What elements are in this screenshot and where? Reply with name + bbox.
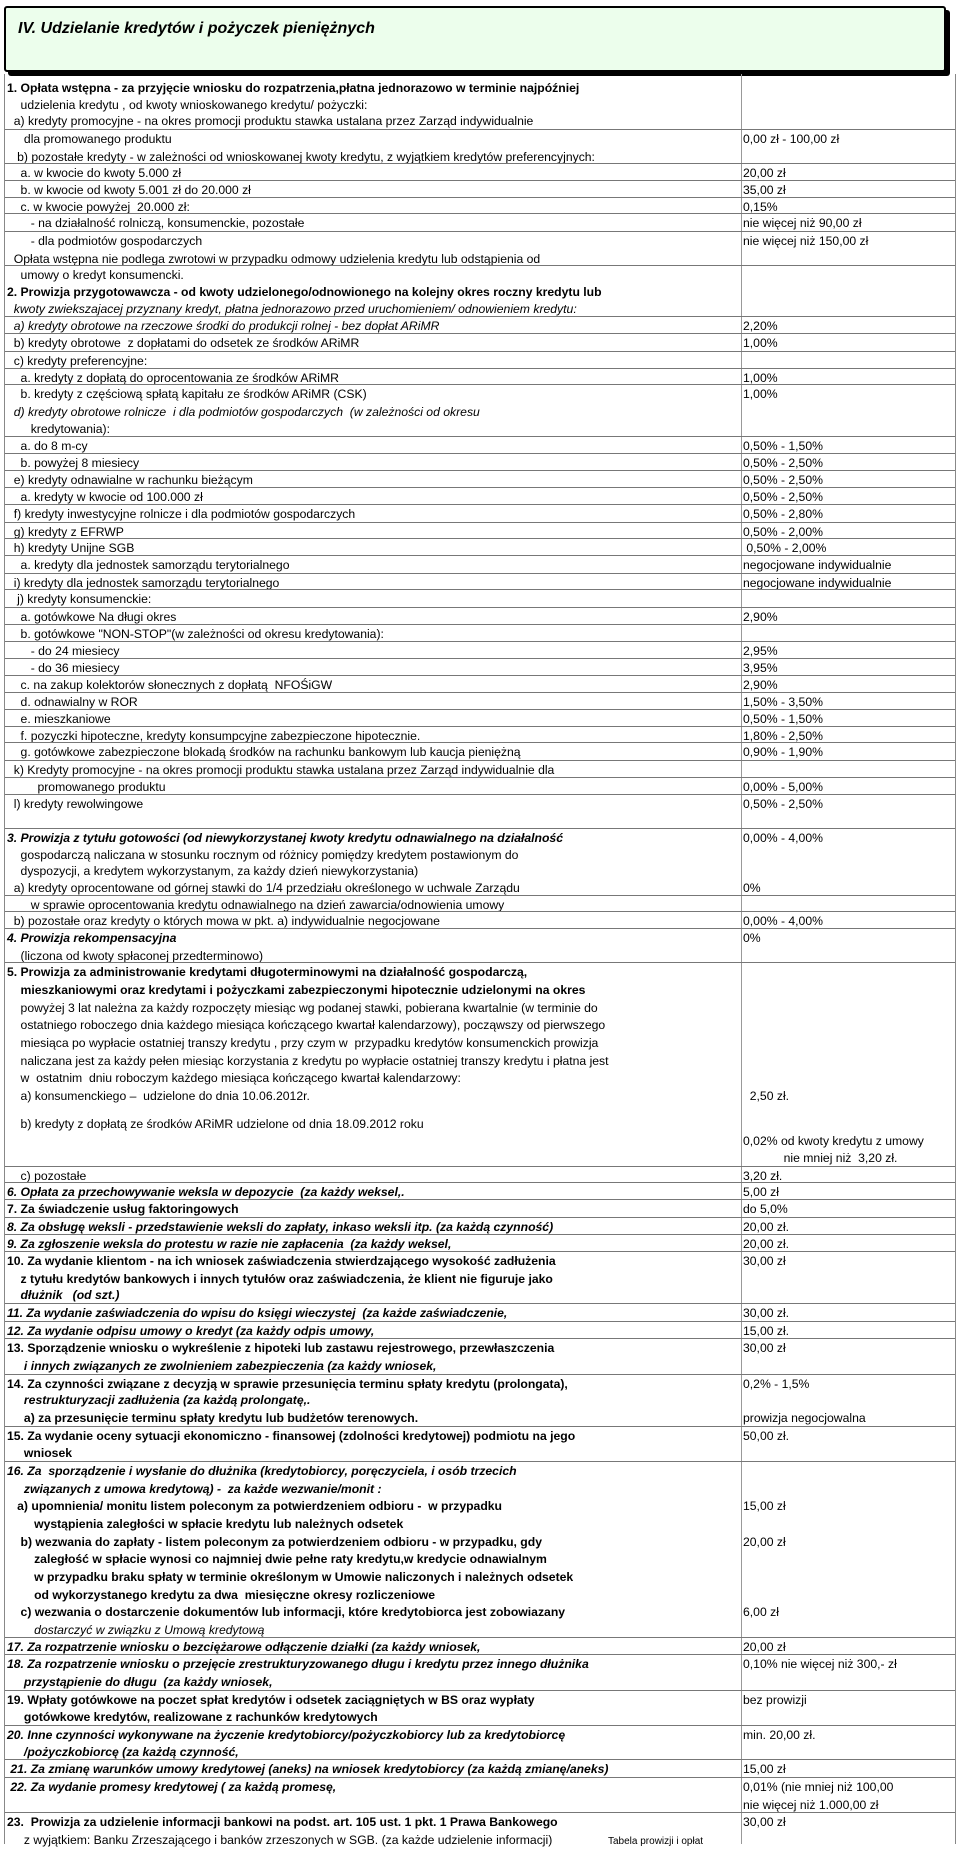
fee-value: 0,00% - 5,00% [743, 779, 823, 794]
fee-value: 0,50% - 2,50% [743, 490, 823, 505]
fee-value: 2,95% [743, 644, 778, 659]
row-divider [5, 265, 955, 266]
fee-description: 23. Prowizja za udzielenie informacji bankowi na podst. art. 105 ust. 1 pkt. 1 Prawa Bankowego [7, 1815, 558, 1830]
row-divider [5, 1251, 955, 1252]
row-divider [5, 1461, 955, 1462]
row-divider [5, 911, 955, 912]
fee-value: 0,00% - 4,00% [743, 830, 823, 845]
fee-description: 5. Prowizja za administrowanie kredytami długoterminowymi na działalność gospodarczą, [7, 965, 528, 980]
row-divider [5, 1303, 955, 1304]
fee-value: 15,00 zł. [743, 1323, 790, 1338]
fee-value: 6,00 zł [743, 1605, 779, 1620]
fee-value: min. 20,00 zł. [743, 1727, 816, 1742]
fee-value: 35,00 zł [743, 183, 786, 198]
row-divider [5, 1690, 955, 1691]
fee-description: /pożyczkobiorcę (za każdą czynność, [7, 1744, 239, 1759]
fee-value: nie więcej niż 1.000,00 zł [743, 1797, 879, 1812]
page-footer: Tabela prowizji i opłat [608, 1836, 704, 1847]
row-divider [5, 624, 955, 625]
row-divider [5, 692, 955, 693]
fee-value: 20,00 zł [743, 1639, 786, 1654]
row-divider [5, 675, 955, 676]
row-divider [5, 1812, 955, 1813]
row-divider [5, 1182, 955, 1183]
fee-description: 14. Za czynności związane z decyzją w sprawie przesunięcia terminu spłaty kredytu (prolongata), [7, 1376, 568, 1391]
fee-description: dyspozycji, a kredytem wykorzystanym, za każdy dzień niewykorzystania) [7, 864, 419, 879]
row-divider [5, 742, 955, 743]
row-divider [5, 1217, 955, 1218]
fee-description: promowanego produktu [7, 779, 166, 794]
row-divider [5, 351, 955, 352]
fee-description: g. gotówkowe zabezpieczone blokadą środków na rachunku bankowym lub kaucja pieniężną [7, 745, 521, 760]
fee-description: 17. Za rozpatrzenie wniosku o bezciężarowe odłączenie działki (za każdy wniosek, [7, 1639, 481, 1654]
row-divider [5, 487, 955, 488]
row-divider [5, 504, 955, 505]
fee-value: 0,15% [743, 199, 778, 214]
row-divider [5, 129, 955, 130]
fee-description: 21. Za zmianę warunków umowy kredytowej (aneks) na wniosek kredytobiorcy (za każdą zmianę/aneks) [7, 1762, 609, 1777]
fee-value: 30,00 zł [743, 1253, 786, 1268]
fee-value: prowizja negocjowalna [743, 1410, 866, 1425]
fee-description: z tytułu kredytów bankowych i innych tytułów oraz zaświadczenia, że klient nie figuruje jako [7, 1271, 553, 1286]
fee-description: 3. Prowizja z tytułu gotowości (od niewykorzystanej kwoty kredytu odnawialnego na działalność [7, 830, 563, 845]
row-divider [5, 231, 955, 232]
row-divider [5, 1725, 955, 1726]
row-divider [5, 895, 955, 896]
row-divider [5, 368, 955, 369]
fee-description: 1. Opłata wstępna - za przyjęcie wniosku do rozpatrzenia,płatna jednorazowo w terminie najpóźniej [7, 81, 580, 95]
fee-description: restrukturyzacji zadłużenia (za każdą prolongatę,. [7, 1393, 311, 1408]
row-divider [5, 1374, 955, 1375]
fee-description: 18. Za rozpatrzenie wniosku o przejęcie zrestrukturyzowanego długu i kredytu przez innego dłużnika [7, 1657, 589, 1672]
fee-description: b) pozostałe kredyty - w zależności od wnioskowanej kwoty kredytu, z wyjątkiem kredytów preferencyjnych: [7, 149, 595, 164]
row-divider [5, 760, 955, 761]
fee-value: 1,00% [743, 370, 778, 385]
fee-value: 1,50% - 3,50% [743, 695, 823, 710]
row-divider [5, 928, 955, 929]
fee-value: 2,50 zł. [743, 1089, 790, 1103]
fee-description: c) wezwania o dostarczenie dokumentów lub informacji, które kredytobiorca jest zobowiazany [7, 1605, 566, 1620]
fee-description: powyżej 3 lat należna za każdy rozpoczęty miesiąc wg podanej stawki, pobierana kwartalnie (w terminie do [7, 1000, 598, 1015]
fee-description: d) kredyty obrotowe rolnicze i dla podmiotów gospodarczych (w zależności od okresu [7, 404, 480, 419]
fee-description: 12. Za wydanie odpisu umowy o kredyt (za każdy odpis umowy, [7, 1323, 375, 1338]
fee-value: 1,00% [743, 336, 778, 351]
fee-value: 0,50% - 1,50% [743, 712, 823, 727]
fee-table [4, 74, 956, 1847]
fee-value: 0,50% - 2,00% [743, 524, 823, 539]
fee-description: - na działalność rolniczą, konsumenckie, pozostałe [7, 216, 305, 231]
fee-description: w przypadku braku spłaty w terminie określonym w Umowie naliczonych i należnych odsetek [7, 1569, 574, 1584]
fee-description: a. gotówkowe Na długi okres [7, 610, 177, 625]
fee-description: 7. Za świadczenie usług faktoringowych [7, 1201, 239, 1216]
fee-value: 20,00 zł. [743, 1219, 790, 1234]
fee-description: a. kredyty w kwocie od 100.000 zł [7, 490, 203, 505]
fee-description: b. kredyty z częściową spłatą kapitału ze środków ARiMR (CSK) [7, 387, 367, 402]
row-divider [5, 1321, 955, 1322]
fee-value: 1,00% [743, 387, 778, 402]
fee-description: l) kredyty rewolwingowe [7, 796, 144, 811]
fee-value: nie mniej niż 3,20 zł. [743, 1150, 898, 1165]
row-divider [5, 726, 955, 727]
fee-description: a. kredyty z dopłatą do oprocentowania ze środków ARiMR [7, 370, 339, 385]
fee-description: wniosek [7, 1446, 73, 1461]
row-divider [5, 1777, 955, 1778]
fee-description: j) kredyty konsumenckie: [7, 592, 152, 607]
row-divider [5, 436, 955, 437]
row-divider [5, 180, 955, 181]
fee-value: 50,00 zł. [743, 1428, 790, 1443]
fee-description: a) kredyty obrotowe na rzeczowe środki do produkcji rolnej - bez dopłat ARiMR [7, 318, 440, 333]
fee-description: c. na zakup kolektorów słonecznych z dopłatą NFOŚiGW [7, 677, 333, 692]
fee-description: f) kredyty inwestycyjne rolnicze i dla podmiotów gospodarczych [7, 506, 356, 521]
row-divider [5, 333, 955, 334]
fee-description: dłużnik (od szt.) [7, 1288, 120, 1303]
row-divider [5, 828, 955, 829]
fee-description: z wyjątkiem: Banku Zrzeszającego i banków zrzeszonych w SGB. (za każde udzielenie informacji) [7, 1833, 553, 1847]
fee-value: 2,90% [743, 610, 778, 625]
fee-value: 0% [743, 880, 761, 895]
fee-description: od wykorzystanego kredytu za dwa miesięczne okresy rozliczeniowe [7, 1587, 436, 1602]
fee-value: 0,2% - 1,5% [743, 1376, 810, 1391]
row-divider [5, 213, 955, 214]
row-divider [5, 1426, 955, 1427]
row-divider [5, 1654, 955, 1655]
row-divider [5, 573, 955, 574]
fee-value: 0,90% - 1,90% [743, 745, 823, 760]
fee-value: 0,50% - 2,50% [743, 796, 823, 811]
fee-description: ostatniego roboczego dnia każdego miesiąca kończącego kwartał kalendarzowy), począwszy od pierwszego [7, 1018, 606, 1033]
fee-description: dostarczyć w związku z Umową kredytową [7, 1622, 265, 1637]
fee-description: b) kredyty obrotowe z dopłatami do odsetek ze środków ARiMR [7, 336, 360, 351]
fee-value: 15,00 zł [743, 1499, 786, 1514]
fee-description: g) kredyty z EFRWP [7, 524, 124, 539]
fee-value: 5,00 zł [743, 1185, 779, 1200]
fee-value: negocjowane indywidualnie [743, 558, 892, 572]
row-divider [5, 794, 955, 795]
fee-description: a. do 8 m-cy [7, 439, 88, 454]
fee-value: 0,50% - 2,80% [743, 506, 823, 521]
fee-value: 30,00 zł [743, 1815, 786, 1830]
fee-description: - do 36 miesiecy [7, 661, 120, 676]
fee-description: 11. Za wydanie zaświadczenia do wpisu do księgi wieczystej (za każde zaświadczenie, [7, 1305, 508, 1320]
fee-value: 0,50% - 2,50% [743, 472, 823, 487]
fee-value: 20,00 zł. [743, 1237, 790, 1252]
fee-description: dla promowanego produktu [7, 132, 172, 147]
row-divider [5, 962, 955, 963]
fee-value: 30,00 zł. [743, 1305, 790, 1320]
fee-description: b. powyżej 8 miesiecy [7, 455, 140, 470]
fee-description: naliczana jest za każdy pełen miesiąc korzystania z kredytu po wypłacie ostatniej transzy kredytu i płatna jest [7, 1053, 609, 1068]
fee-description: e) kredyty odnawialne w rachunku bieżącym [7, 472, 253, 487]
fee-value: do 5,0% [743, 1201, 788, 1216]
row-divider [5, 522, 955, 523]
fee-description: a) upomnienia/ monitu listem poleconym za potwierdzeniem odbioru - w przypadku [7, 1499, 502, 1514]
row-divider [5, 1199, 955, 1200]
fee-description: kwoty zwiekszajacej przyznany kredyt, płatna jednorazowo przed uruchomieniem/ odnowieniem kredytu: [7, 301, 577, 316]
row-divider [5, 589, 955, 590]
row-divider [5, 316, 955, 317]
fee-value: 15,00 zł [743, 1762, 786, 1777]
fee-value: 0% [743, 930, 761, 945]
fee-value: nie więcej niż 90,00 zł [743, 216, 862, 231]
fee-description: b. gotówkowe "NON-STOP"(w zależności od okresu kredytowania): [7, 626, 384, 641]
fee-description: gotówkowe kredytów, realizowane z rachunków kredytowych [7, 1710, 378, 1725]
row-divider [5, 453, 955, 454]
row-divider [5, 709, 955, 710]
fee-description: h) kredyty Unijne SGB [7, 541, 135, 556]
fee-description: przystąpienie do długu (za każdy wniosek, [7, 1674, 273, 1689]
fee-value: 20,00 zł [743, 1534, 786, 1549]
fee-description: 8. Za obsługę weksli - przedstawienie weksli do zapłaty, inkaso weksli itp. (za każdą czynność) [7, 1219, 554, 1234]
fee-description: b) pozostałe oraz kredyty o których mowa w pkt. a) indywidualnie negocjowane [7, 914, 440, 929]
row-divider [5, 470, 955, 471]
fee-description: b) kredyty z dopłatą ze środków ARiMR udzielone od dnia 18.09.2012 roku [7, 1117, 424, 1132]
fee-description: zaległość w spłacie wynosi co najmniej dwie pełne raty kredytu,w kredycie odnawialnym [7, 1552, 547, 1567]
fee-description: a) za przesunięcie terminu spłaty kredytu lub budżetów terenowych. [7, 1410, 419, 1425]
fee-description: 2. Prowizja przygotowawcza - od kwoty udzielonego/odnowionego na kolejny okres roczny kredytu lub [7, 285, 602, 300]
section-header [4, 6, 946, 72]
fee-description: k) Kredyty promocyjne - na okres promocji produktu stawka ustalana przez Zarząd indywidualnie dla [7, 763, 555, 778]
fee-description: b. w kwocie od kwoty 5.001 zł do 20.000 zł [7, 183, 251, 198]
fee-value: 0,50% - 2,50% [743, 455, 823, 470]
row-divider [5, 197, 955, 198]
fee-value: 0,50% - 1,50% [743, 439, 823, 454]
row-divider [5, 1166, 955, 1167]
fee-description: a) kredyty oprocentowane od górnej stawki do 1/4 przedziału określonego w uchwale Zarządu [7, 880, 520, 895]
fee-value: 2,90% [743, 677, 778, 692]
fee-description: w ostatnim dniu roboczym każdego miesiąca kończącego kwartał kalendarzowy: [7, 1071, 461, 1086]
fee-description: b) wezwania do zapłaty - listem poleconym za potwierdzeniem odbioru - w przypadku, gdy [7, 1534, 542, 1549]
fee-description: f. pozyczki hipoteczne, kredyty konsumpcyjne zabezpieczone hipotecznie. [7, 728, 421, 743]
fee-description: miesiąca po wypłacie ostatniej transzy kredytu , przy czym w przypadku kredytów konsumenckich prowizja [7, 1036, 599, 1050]
fee-description: 6. Opłata za przechowywanie weksla w depozycie (za każdy weksel,. [7, 1185, 405, 1200]
fee-description: - do 24 miesiecy [7, 644, 120, 659]
fee-description: mieszkaniowymi oraz kredytami i pożyczkami zabezpieczonymi hipotecznie udzielonymi na okres [7, 983, 586, 997]
fee-description: wystąpienia zaległości w spłacie kredytu lub należnych odsetek [7, 1516, 404, 1531]
fee-description: a) kredyty promocyjne - na okres promocji produktu stawka ustalana przez Zarząd indywidualnie [7, 114, 534, 129]
fee-description: c) pozostałe [7, 1168, 87, 1183]
fee-description: gospodarczą naliczana w stosunku rocznym od różnicy pomiędzy kredytem postawionym do [7, 847, 519, 862]
fee-description: 13. Sporządzenie wniosku o wykreślenie z hipoteki lub zastawu rejestrowego, przewłaszczenia [7, 1341, 555, 1356]
fee-description: Opłata wstępna nie podlega zwrotowi w przypadku odmowy udzielenia kredytu lub odstąpienia od [7, 251, 541, 266]
fee-value: 3,95% [743, 661, 778, 676]
fee-description: d. odnawialny w ROR [7, 695, 138, 710]
fee-value: 2,20% [743, 318, 778, 333]
fee-value: 0,00 zł - 100,00 zł [743, 132, 840, 147]
fee-value: 1,80% - 2,50% [743, 728, 823, 743]
fee-description: 15. Za wydanie oceny sytuacji ekonomiczno - finansowej (zdolności kredytowej) podmiotu na jego [7, 1428, 576, 1443]
fee-description: 9. Za zgłoszenie weksla do protestu w razie nie zapłacenia (za każdy weksel, [7, 1237, 452, 1252]
fee-description: umowy o kredyt konsumencki. [7, 268, 184, 283]
fee-description: i) kredyty dla jednostek samorządu terytorialnego [7, 575, 280, 590]
fee-description: (liczona od kwoty spłaconej przedterminowo) [7, 948, 264, 963]
fee-description: w sprawie oprocentowania kredytu odnawialnego na dzień zawarcia/odnowienia umowy [7, 897, 505, 912]
fee-value: 0,00% - 4,00% [743, 914, 823, 929]
row-divider [5, 777, 955, 778]
row-divider [5, 658, 955, 659]
section-title: IV. Udzielanie kredytów i pożyczek pieniężnych [18, 20, 375, 37]
row-divider [5, 641, 955, 642]
fee-value: 20,00 zł [743, 166, 786, 181]
fee-description: 10. Za wydanie klientom - na ich wniosek zaświadczenia stwierdzającego wysokość zadłużenia [7, 1253, 556, 1268]
fee-value: bez prowizji [743, 1692, 807, 1707]
row-divider [5, 163, 955, 164]
fee-description: 4. Prowizja rekompensacyjna [7, 930, 177, 945]
row-divider [5, 607, 955, 608]
fee-value: 30,00 zł [743, 1341, 786, 1356]
fee-description: 19. Wpłaty gotówkowe na poczet spłat kredytów i odsetek zaciągniętych w BS oraz wypłaty [7, 1692, 535, 1707]
row-divider [5, 555, 955, 556]
fee-value: 0,10% nie więcej niż 300,- zł [743, 1657, 897, 1672]
fee-value: 0,01% (nie mniej niż 100,00 [743, 1779, 894, 1794]
row-divider [5, 384, 955, 385]
row-divider [5, 538, 955, 539]
fee-description: c) kredyty preferencyjne: [7, 353, 148, 368]
fee-description: e. mieszkaniowe [7, 712, 111, 727]
fee-value: negocjowane indywidualnie [743, 575, 892, 590]
fee-value: 0,50% - 2,00% [743, 541, 827, 556]
fee-description: 20. Inne czynności wykonywane na życzenie kredytobiorcy/pożyczkobiorcy lub za kredytobiorcę [7, 1727, 566, 1742]
fee-description: i innych związanych ze zwolnieniem zabezpieczenia (za każdy wniosek, [7, 1358, 437, 1373]
fee-description: a. w kwocie do kwoty 5.000 zł [7, 166, 182, 181]
fee-description: udzielenia kredytu , od kwoty wnioskowanego kredytu/ pożyczki: [7, 97, 368, 112]
fee-description: - dla podmiotów gospodarczych [7, 234, 203, 249]
row-divider [5, 1759, 955, 1760]
fee-description: a) konsumenckiego – udzielone do dnia 10.06.2012r. [7, 1089, 310, 1103]
fee-description: 22. Za wydanie promesy kredytowej ( za każdą promesę, [7, 1779, 337, 1794]
row-divider [5, 1637, 955, 1638]
fee-value: nie więcej niż 150,00 zł [743, 234, 869, 249]
row-divider [5, 1234, 955, 1235]
fee-description: c. w kwocie powyżej 20.000 zł: [7, 199, 190, 214]
fee-value: 0,02% od kwoty kredytu z umowy [743, 1134, 924, 1149]
fee-description: 16. Za sporządzenie i wysłanie do dłużnika (kredytobiorcy, poręczyciela, i osób trzecich [7, 1463, 517, 1478]
row-divider [5, 1338, 955, 1339]
fee-description: związanych z umowa kredytową) - za każde wezwanie/monit : [7, 1481, 382, 1496]
fee-description: a. kredyty dla jednostek samorządu terytorialnego [7, 558, 290, 572]
fee-value: 3,20 zł. [743, 1168, 783, 1183]
fee-description: kredytowania): [7, 421, 110, 436]
